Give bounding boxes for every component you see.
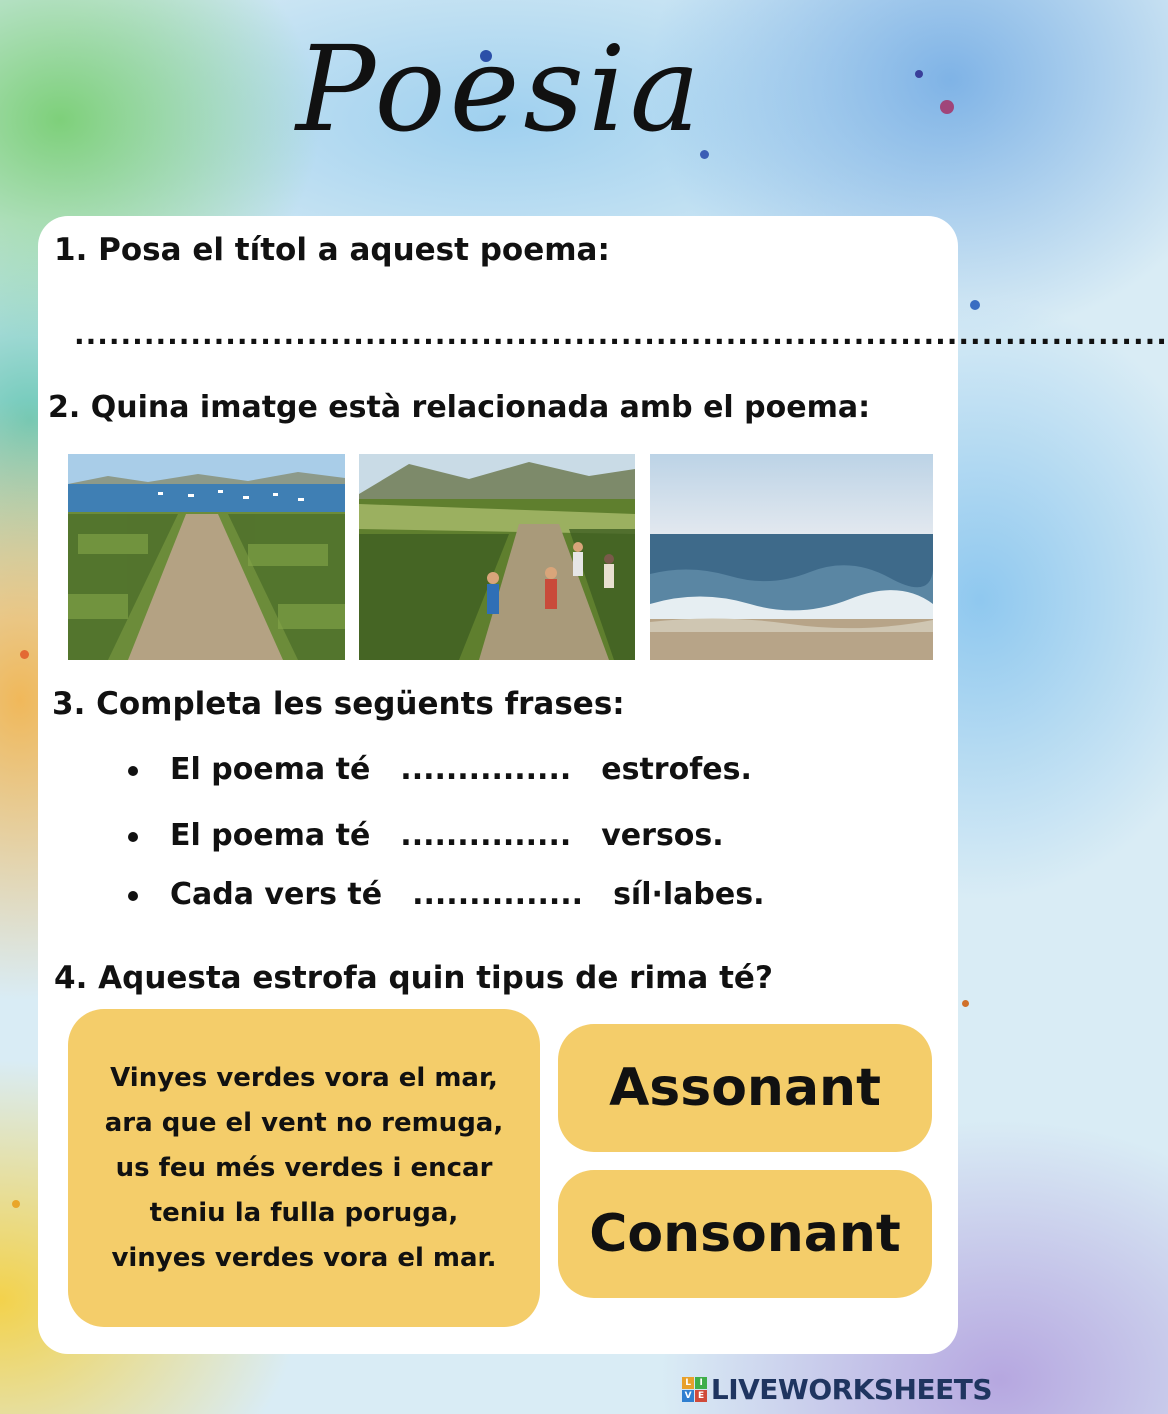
- sea-waves-photo[interactable]: [650, 454, 933, 660]
- paint-splatter: [970, 300, 980, 310]
- sentence-2: El poema té ............... versos.: [128, 818, 724, 853]
- paint-splatter: [20, 650, 29, 659]
- paint-splatter: [962, 1000, 969, 1007]
- vineyard-harvest-photo[interactable]: [359, 454, 635, 660]
- liveworksheets-logo-icon: L I V E: [682, 1377, 707, 1402]
- poem-stanza-box: [68, 1009, 540, 1327]
- blank-field[interactable]: ...............: [400, 752, 572, 787]
- blank-field[interactable]: ...............: [412, 877, 584, 912]
- poem-line: ara que el vent no remuga,: [104, 1107, 504, 1138]
- sea-image: [650, 454, 933, 660]
- vineyard-sea-image: [68, 454, 345, 660]
- bullet: [128, 766, 138, 776]
- title-answer-field[interactable]: ..............................................................................................: [74, 318, 1168, 351]
- question-1: 1. Posa el títol a aquest poema:: [54, 232, 610, 268]
- poem-line: teniu la fulla poruga,: [149, 1197, 459, 1228]
- page-title: Poesia: [295, 20, 705, 158]
- poem-line: vinyes verdes vora el mar.: [111, 1242, 497, 1273]
- question-4: 4. Aquesta estrofa quin tipus de rima té?: [54, 960, 773, 996]
- bullet: [128, 891, 138, 901]
- harvest-image: [359, 454, 635, 660]
- poem-line: us feu més verdes i encar: [115, 1152, 493, 1183]
- liveworksheets-brand: [682, 1373, 992, 1406]
- assonant-option-button[interactable]: Assonant: [558, 1024, 932, 1152]
- consonant-option-button[interactable]: Consonant: [558, 1170, 932, 1298]
- brand-text: LIVEWORKSHEETS: [710, 1373, 992, 1406]
- vineyard-by-the-sea-photo[interactable]: [68, 454, 345, 660]
- sentence-1: El poema té ............... estrofes.: [128, 752, 752, 787]
- poem-line: Vinyes verdes vora el mar,: [110, 1062, 498, 1093]
- question-3: 3. Completa les següents frases:: [52, 686, 625, 722]
- blank-field[interactable]: ...............: [400, 818, 572, 853]
- paint-splatter: [12, 1200, 20, 1208]
- sentence-3: Cada vers té ............... síl·labes.: [128, 877, 764, 912]
- question-2: 2. Quina imatge està relacionada amb el poema:: [48, 390, 871, 425]
- bullet: [128, 832, 138, 842]
